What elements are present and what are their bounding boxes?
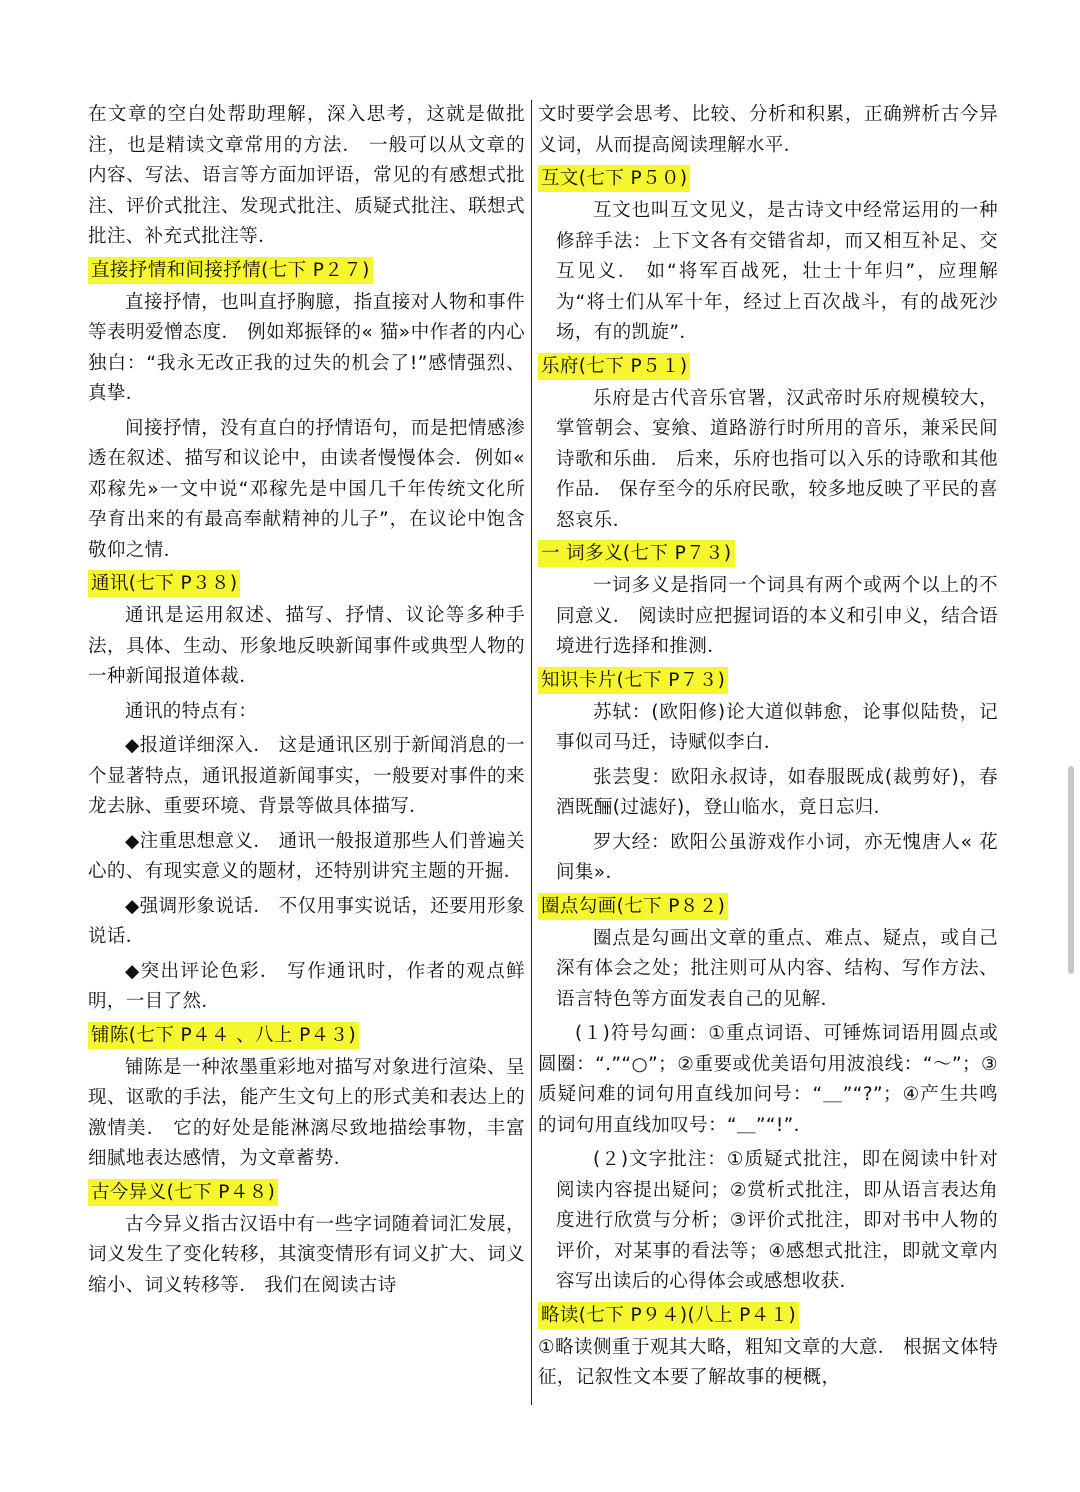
section-heading-text: 一 词多义(七下 P７３): [538, 540, 735, 567]
paragraph: 乐府是古代音乐官署，汉武帝时乐府规模较大，掌管朝会、宴飨、道路游行时所用的音乐，兼采民间诗歌和乐曲． 后来，乐府也指可以入乐的诗歌和其他作品． 保存至今的乐府民歌，较多地反映了平民的喜怒哀乐．: [556, 387, 998, 531]
section-heading: [88, 1179, 525, 1206]
paragraph: 直接抒情，也叫直抒胸臆，指直接对人物和事件等表明爱憎态度． 例如郑振铎的« 猫»中作者的内心独白：“我永无改正我的过失的机会了!”感情强烈、真挚．: [88, 291, 525, 404]
paragraph: 文时要学会思考、比较、分析和积累，正确辨析古今异义词，从而提高阅读理解水平．: [538, 104, 998, 156]
section-heading: [538, 165, 998, 192]
paragraph: 一词多义是指同一个词具有两个或两个以上的不同意义． 阅读时应把握词语的本义和引申义，结合语境进行选择和推测．: [556, 575, 998, 657]
section-heading: [538, 540, 998, 567]
paragraph: ◆强调形象说话． 不仅用事实说话，还要用形象说话．: [88, 895, 525, 947]
paragraph: ◆突出评论色彩． 写作通讯时，作者的观点鲜明，一目了然．: [88, 960, 525, 1012]
section-heading: [538, 353, 998, 380]
column-divider: [531, 100, 532, 1405]
section-heading: [88, 1022, 525, 1049]
section-heading-text: 通讯(七下 P３８): [88, 570, 240, 597]
section-heading: [538, 667, 998, 694]
section-heading-text: 古今异义(七下 P４８): [88, 1179, 278, 1206]
paragraph: (２)文字批注：①质疑式批注，即在阅读中针对阅读内容提出疑问；②赏析式批注，即从语言表达角度进行欣赏与分析；③评价式批注，即对书中人物的评价，对某事的看法等；④感想式批注，即就文章内容写出读后的心得体会或感想收获．: [556, 1149, 998, 1292]
paragraph: ◆注重思想意义． 通讯一般报道那些人们普遍关心的、有现实意义的题材，还特别讲究主题的开掘．: [88, 830, 525, 882]
paragraph: 苏轼：(欧阳修)论大道似韩愈，论事似陆贽，记事似司马迁，诗赋似李白．: [556, 701, 998, 753]
section-heading-text: 乐府(七下 P５１): [538, 353, 690, 380]
section-heading-text: 略读(七下 P９４)(八上 P４１): [538, 1302, 799, 1329]
paragraph: ①略读侧重于观其大略，粗知文章的大意． 根据文体特征，记叙性文本要了解故事的梗概，: [538, 1336, 998, 1388]
paragraph: 在文章的空白处帮助理解，深入思考，这就是做批注，也是精读文章常用的方法． 一般可以从文章的内容、写法、语言等方面加评语，常见的有感想式批注、评价式批注、发现式批注、质疑式批注、联想式批注、补充式批注等．: [88, 104, 525, 247]
section-heading-text: 圈点勾画(七下 P８２): [538, 893, 728, 920]
paragraph: 铺陈是一种浓墨重彩地对描写对象进行渲染、呈现、讴歌的手法，能产生文句上的形式美和表达上的激情美． 它的好处是能淋漓尽致地描绘事物，丰富细腻地表达感情，为文章蓄势．: [88, 1056, 525, 1169]
paragraph: 古今异义指古汉语中有一些字词随着词汇发展，词义发生了变化转移，其演变情形有词义扩大、词义缩小、词义转移等． 我们在阅读古诗: [88, 1213, 525, 1296]
section-heading-text: 铺陈(七下 P４４ 、八上 P４３): [88, 1022, 359, 1049]
paragraph: 间接抒情，没有直白的抒情语句，而是把情感渗透在叙述、描写和议论中，由读者慢慢体会．例如« 邓稼先»一文中说“邓稼先是中国几千年传统文化所孕育出来的有最高奉献精神的儿子”，在议论中饱含敬仰之情．: [88, 417, 525, 561]
paragraph: 互文也叫互文见义，是古诗文中经常运用的一种修辞手法：上下文各有交错省却，而又相互补足、交互见义． 如“将军百战死，壮士十年归”，应理解为“将士们从军十年，经过上百次战斗，有的战死沙场，有的凯旋”．: [556, 200, 998, 343]
paragraph: 通讯的特点有：: [125, 700, 258, 722]
right-column: [538, 100, 998, 1394]
section-heading: [88, 570, 525, 597]
paragraph: ◆报道详细深入． 这是通讯区别于新闻消息的一个显著特点，通讯报道新闻事实，一般要对事件的来龙去脉、重要环境、背景等做具体描写．: [88, 735, 525, 817]
paragraph: 圈点是勾画出文章的重点、难点、疑点，或自己深有体会之处；批注则可从内容、结构、写作方法、语言特色等方面发表自己的见解．: [556, 927, 998, 1010]
section-heading-text: 直接抒情和间接抒情(七下 P２７): [88, 257, 373, 284]
scrollbar-thumb[interactable]: [1068, 766, 1074, 974]
section-heading: [538, 1302, 998, 1329]
section-heading-text: 知识卡片(七下 P７３): [538, 667, 728, 694]
paragraph: 罗大经：欧阳公虽游戏作小词，亦无愧唐人« 花间集»．: [556, 831, 998, 883]
paragraph: (１)符号勾画：①重点词语、可锤炼词语用圆点或圆圈：“.”“○”；②重要或优美语句用波浪线：“～”；③质疑问难的词句用直线加问号：“＿”“?”；④产生共鸣的词句用直线加叹号：“＿”“!”．: [538, 1023, 998, 1136]
paragraph: 通讯是运用叙述、描写、抒情、议论等多种手法，具体、生动、形象地反映新闻事件或典型人物的一种新闻报道体裁．: [88, 605, 525, 687]
section-heading-text: 互文(七下 P５０): [538, 165, 690, 192]
left-column: [88, 100, 525, 1301]
paragraph: 张芸叟：欧阳永叔诗，如春服既成(裁剪好)，春酒既酾(过滤好)，登山临水，竟日忘归．: [556, 766, 998, 818]
section-heading: [538, 893, 998, 920]
section-heading: [88, 257, 525, 284]
